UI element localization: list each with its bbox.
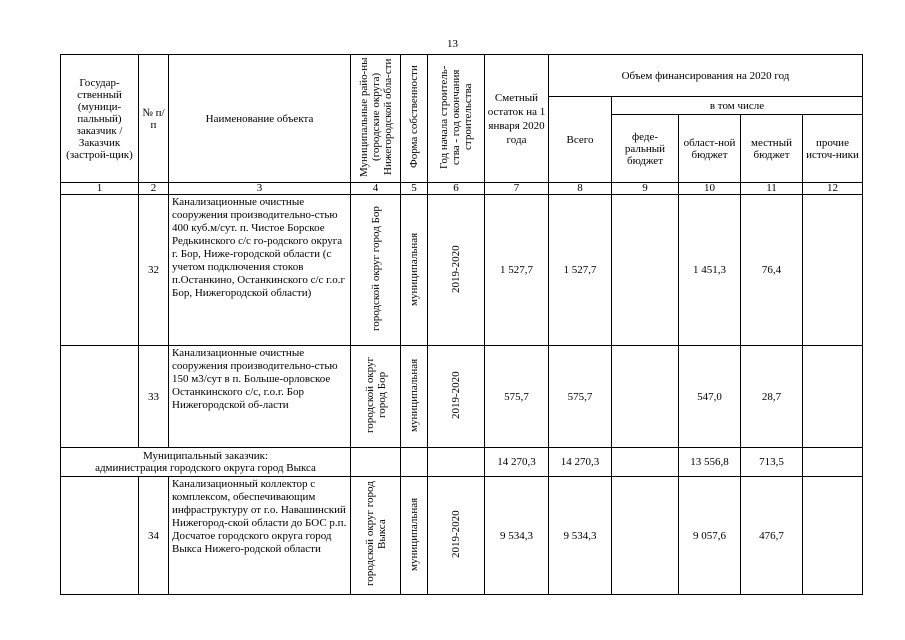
header-financing-group: Объем финансирования на 2020 год [549, 55, 863, 97]
municipality-cell: городской округ город Бор [351, 195, 401, 346]
local-cell: 713,5 [741, 448, 803, 477]
total-cell: 1 527,7 [549, 195, 612, 346]
other-cell [803, 477, 863, 595]
customer-cell [61, 195, 139, 346]
table-row [61, 346, 863, 448]
regional-cell: 13 556,8 [679, 448, 741, 477]
row-number: 32 [139, 195, 169, 346]
regional-cell: 547,0 [679, 346, 741, 448]
federal-cell [612, 477, 679, 595]
header-num: № п/п [139, 55, 169, 183]
header-municipality: Муниципальные райо-ны (городские округа) Нижегородской обла-сти [351, 55, 401, 183]
object-name: Канализационный коллектор с комплексом, обеспечивающим инфраструктуру от г.о. Навашинский Нижегород-ской области до БОС р.п. Досчатое городского округа город Выкса Нижего-родской области [169, 477, 351, 595]
estimate-cell: 14 270,3 [485, 448, 549, 477]
header-regional: област-ной бюджет [679, 115, 741, 183]
col-num-9: 9 [612, 183, 679, 195]
col-num-10: 10 [679, 183, 741, 195]
years-cell: 2019-2020 [428, 195, 485, 346]
financing-table [60, 54, 863, 595]
table-row [61, 477, 863, 595]
ownership-cell: муниципальная [401, 346, 428, 448]
object-name: Канализационные очистные сооружения производительно-стью 150 м3/сут в п. Больше-орловское Останкинского с/с, г.о.г. Бор Нижегородской об-ласти [169, 346, 351, 448]
ownership-cell [401, 448, 428, 477]
page-number: 13 [447, 38, 458, 50]
municipality-cell [351, 448, 401, 477]
header-years: Год начала строитель-ства - год окончания строительства [428, 55, 485, 183]
years-cell: 2019-2020 [428, 477, 485, 595]
col-num-1: 1 [61, 183, 139, 195]
header-including: в том числе [612, 97, 863, 115]
object-name: Канализационные очистные сооружения производительно-стью 400 куб.м/сут. п. Чистое Борское Редькинского с/с го-родского округа г. Бор, Ниже-городской области (с учетом подключения стоков п.Останкино, Останкинского с/с г.о.г Бор, Нижегородской области) [169, 195, 351, 346]
estimate-cell: 1 527,7 [485, 195, 549, 346]
other-cell [803, 346, 863, 448]
local-cell: 76,4 [741, 195, 803, 346]
municipality-cell: городской округ город Бор [351, 346, 401, 448]
customer-subtotal-row [61, 448, 863, 477]
row-number: 34 [139, 477, 169, 595]
header-federal: феде-ральный бюджет [612, 115, 679, 183]
federal-cell [612, 346, 679, 448]
col-num-5: 5 [401, 183, 428, 195]
customer-cell [61, 477, 139, 595]
header-ownership: Форма собственности [401, 55, 428, 183]
federal-cell [612, 195, 679, 346]
header-other: прочие источ-ники [803, 115, 863, 183]
estimate-cell: 9 534,3 [485, 477, 549, 595]
col-num-8: 8 [549, 183, 612, 195]
col-num-2: 2 [139, 183, 169, 195]
total-cell: 14 270,3 [549, 448, 612, 477]
col-num-11: 11 [741, 183, 803, 195]
regional-cell: 1 451,3 [679, 195, 741, 346]
header-local: местный бюджет [741, 115, 803, 183]
municipal-customer-label: Муниципальный заказчик: администрация городского округа город Выкса [61, 448, 351, 477]
header-customer: Государ-ственный (муници-пальный) заказчик /Заказчик (застрой-щик) [61, 55, 139, 183]
local-cell: 28,7 [741, 346, 803, 448]
ownership-cell: муниципальная [401, 195, 428, 346]
row-number: 33 [139, 346, 169, 448]
col-num-4: 4 [351, 183, 401, 195]
years-cell: 2019-2020 [428, 346, 485, 448]
table-row [61, 195, 863, 346]
col-num-3: 3 [169, 183, 351, 195]
ownership-cell: муниципальная [401, 477, 428, 595]
federal-cell [612, 448, 679, 477]
other-cell [803, 448, 863, 477]
estimate-cell: 575,7 [485, 346, 549, 448]
years-cell [428, 448, 485, 477]
municipality-cell: городской округ город Выкса [351, 477, 401, 595]
col-num-6: 6 [428, 183, 485, 195]
local-cell: 476,7 [741, 477, 803, 595]
customer-cell [61, 346, 139, 448]
header-object-name: Наименование объекта [169, 55, 351, 183]
other-cell [803, 195, 863, 346]
col-num-12: 12 [803, 183, 863, 195]
total-cell: 9 534,3 [549, 477, 612, 595]
col-num-7: 7 [485, 183, 549, 195]
total-cell: 575,7 [549, 346, 612, 448]
header-estimate: Сметный остаток на 1 января 2020 года [485, 55, 549, 183]
regional-cell: 9 057,6 [679, 477, 741, 595]
column-numbers-row [61, 183, 863, 195]
header-total: Всего [549, 97, 612, 183]
